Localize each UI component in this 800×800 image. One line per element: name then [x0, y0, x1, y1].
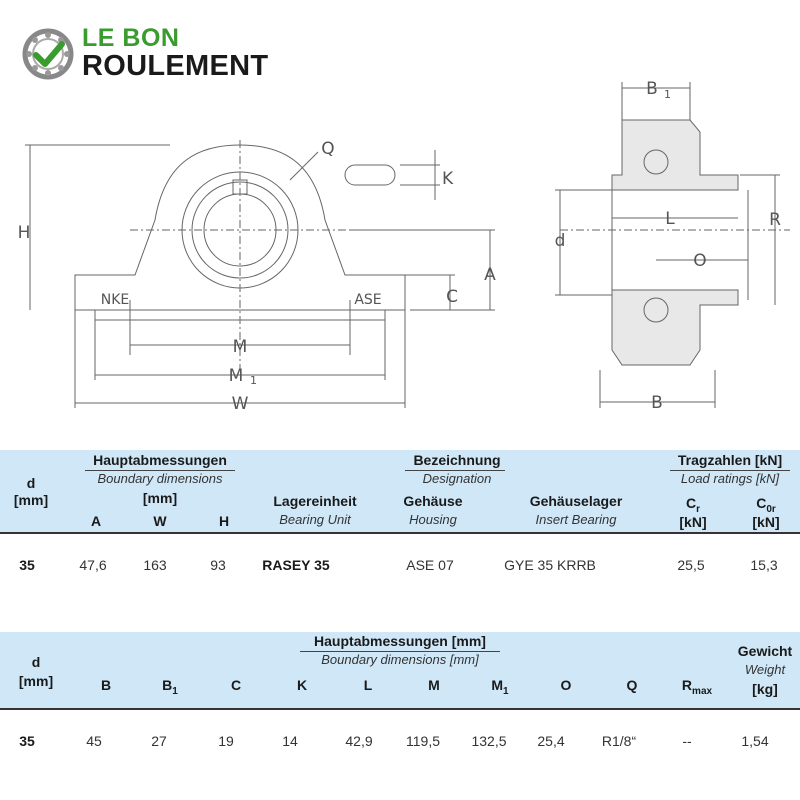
t1-load-en: Load ratings [kN] [680, 471, 780, 486]
label-B1-sub: 1 [664, 88, 671, 101]
t1-d-unit: [mm] [13, 492, 49, 508]
t2-col-Q: Q [626, 677, 638, 693]
t2-weight-en: Weight [744, 662, 786, 677]
label-R: R [769, 210, 781, 230]
label-M1: M [228, 366, 244, 386]
t2-row-Q: R1/8“ [601, 733, 637, 749]
t1-main-unit: [mm] [142, 490, 178, 506]
t1-col-A: A [90, 513, 102, 529]
t2-main-title: Hauptabmessungen [mm] [314, 633, 486, 649]
t2-row-d: 35 [19, 733, 35, 749]
label-B1: B [646, 79, 658, 99]
t1-row-insert: GYE 35 KRRB [504, 557, 596, 573]
t1-main-title-en: Boundary dimensions [97, 471, 223, 486]
t1-row-housing: ASE 07 [406, 557, 454, 573]
t2-row-C: 19 [218, 733, 234, 749]
t1-c0r-unit: [kN] [752, 514, 780, 530]
label-M1-sub: 1 [250, 374, 257, 387]
t2-row-B1: 27 [151, 733, 167, 749]
t1-load-title: Tragzahlen [kN] [677, 452, 783, 468]
t2-col-M: M [428, 677, 440, 693]
marking-right: ASE [354, 292, 382, 308]
t1-insert-en: Insert Bearing [535, 512, 617, 527]
label-L: L [665, 209, 675, 229]
t2-col-O: O [560, 677, 572, 693]
t1-row-d: 35 [19, 557, 35, 573]
t1-main-title: Hauptabmessungen [93, 452, 227, 468]
t2-row-O: 25,4 [537, 733, 565, 749]
label-W: W [231, 394, 249, 414]
t1-housing-title: Gehäuse [403, 493, 463, 509]
t2-weight-unit: [kg] [752, 681, 778, 697]
t1-unit-title: Lagereinheit [273, 493, 357, 509]
t2-col-K: K [296, 677, 308, 693]
t1-c0r: $C_{0r}$ [756, 495, 776, 515]
table2-rule [0, 708, 800, 710]
label-M: M [232, 337, 248, 357]
t2-d-label: d [31, 654, 41, 670]
brand-line2: ROULEMENT [82, 50, 269, 82]
t2-col-R: $R_{max}$ [681, 677, 713, 697]
label-K: K [442, 169, 454, 189]
t2-weight-title: Gewicht [737, 643, 793, 659]
t1-row-W: 163 [143, 557, 167, 573]
t1-cr: $C_r$ [685, 495, 701, 515]
label-H: H [17, 223, 31, 243]
t1-unit-en: Bearing Unit [279, 512, 351, 527]
label-A: A [484, 265, 496, 285]
t1-col-H: H [218, 513, 230, 529]
t2-col-M1: $M_1$ [491, 677, 509, 697]
t1-row-A: 47,6 [79, 557, 107, 573]
t1-row-cr: 25,5 [677, 557, 705, 573]
t1-col-W: W [153, 513, 167, 529]
t2-row-B: 45 [86, 733, 102, 749]
t2-d-unit: [mm] [18, 673, 54, 689]
t2-row-R: -- [682, 733, 692, 749]
t1-cr-unit: [kN] [679, 514, 707, 530]
t2-row-K: 14 [282, 733, 298, 749]
t2-main-title-en: Boundary dimensions [mm] [321, 652, 479, 667]
t2-row-M: 119,5 [406, 733, 440, 749]
label-C: C [446, 287, 458, 307]
t2-col-L: L [363, 677, 373, 693]
t1-d-label: d [26, 475, 36, 491]
t2-col-B1: $B_1$ [162, 677, 178, 697]
t1-row-c0r: 15,3 [750, 557, 778, 573]
label-O: O [693, 251, 707, 271]
table1-rule [0, 532, 800, 534]
label-B: B [651, 393, 663, 413]
t2-row-M1: 132,5 [471, 733, 507, 749]
t1-row-H: 93 [210, 557, 226, 573]
t1-designation-en: Designation [422, 471, 492, 486]
t2-col-C: C [230, 677, 242, 693]
t2-row-weight: 1,54 [741, 733, 769, 749]
t1-housing-en: Housing [409, 512, 457, 527]
t1-insert-title: Gehäuselager [529, 493, 623, 509]
technical-drawing [0, 70, 800, 420]
label-Q: Q [321, 139, 335, 159]
t2-col-B: B [100, 677, 112, 693]
brand-line1: LE BON [82, 24, 180, 52]
marking-left: NKE [100, 292, 130, 308]
t1-row-unit: RASEY 35 [262, 557, 330, 573]
t2-row-L: 42,9 [345, 733, 373, 749]
t1-designation-title: Bezeichnung [413, 452, 501, 468]
label-d: d [554, 231, 566, 251]
